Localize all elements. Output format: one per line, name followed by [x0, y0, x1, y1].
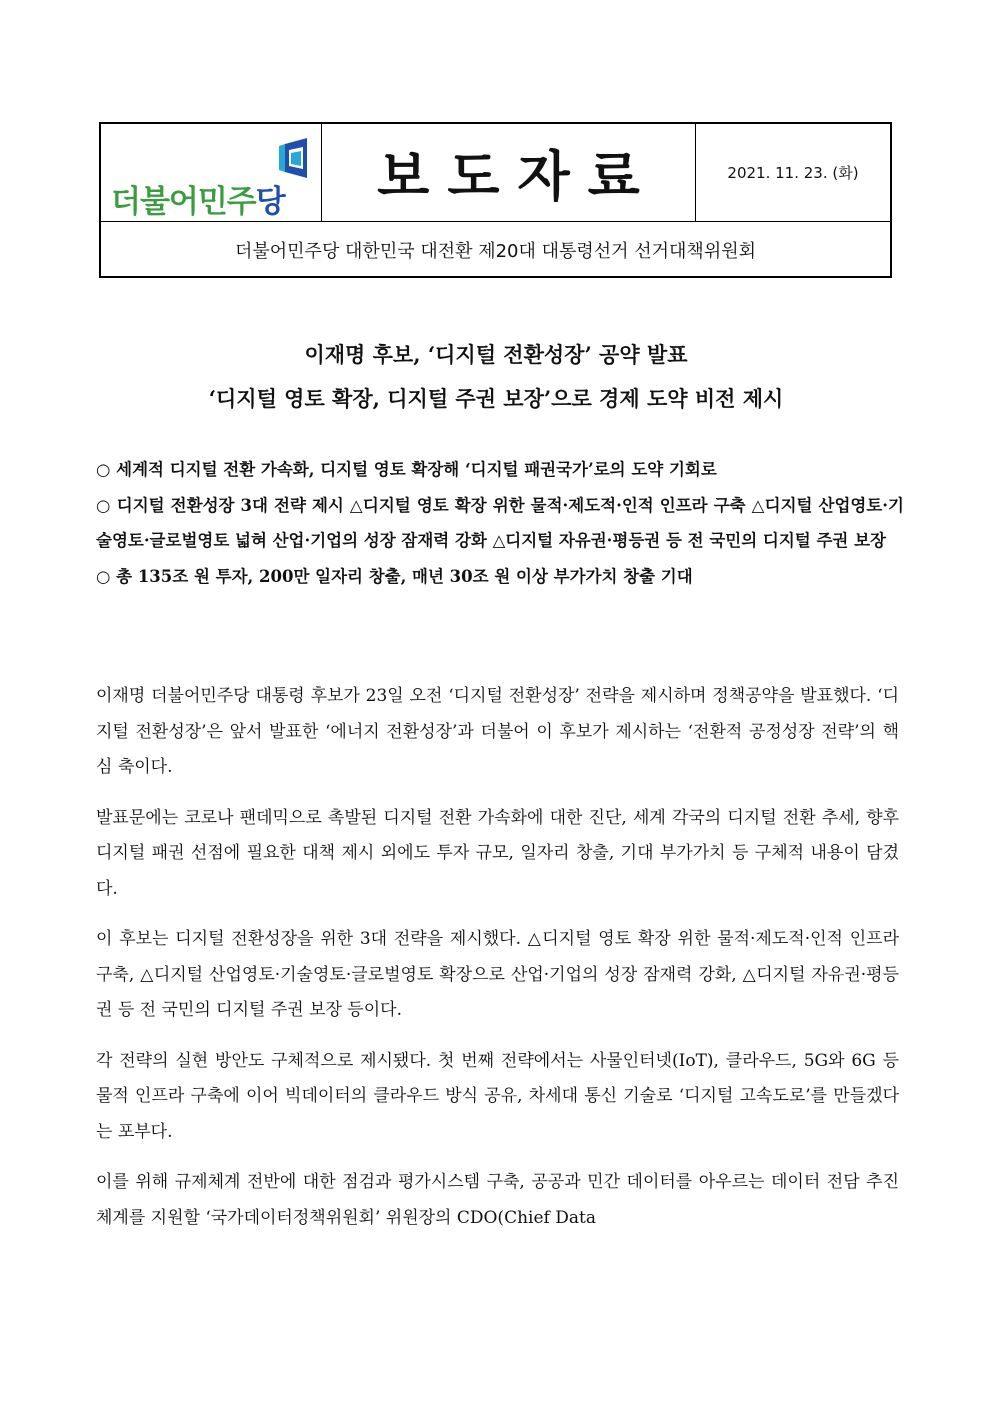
headline-2: ‘디지털 영토 확장, 디지털 주권 보장’으로 경제 도약 비전 제시	[208, 386, 784, 411]
press-release-title: 보도자료	[377, 145, 658, 208]
party-logo	[101, 124, 322, 221]
summary-bullet: ○ 세계적 디지털 전환 가속화, 디지털 영토 확장해 ‘디지털 패권국가’로의 도약 기회로	[96, 460, 717, 479]
party-logo-wordmark: 더불어민주당	[111, 184, 285, 220]
article-body	[96, 679, 899, 1251]
header-top-row	[101, 124, 890, 222]
summary-bullets	[96, 452, 904, 594]
party-logo-icon	[277, 138, 311, 178]
body-paragraph: 각 전략의 실현 방안도 구체적으로 제시됐다. 첫 번째 전략에서는 사물인터넷(IoT), 클라우드, 5G와 6G 등 물적 인프라 구축에 이어 빅데이터의 클라우드 방식 공유, 차세대 통신 기술로 ‘디지털 고속도로’를 만들겠다는 포부다.	[96, 1050, 899, 1142]
body-paragraph: 이 후보는 디지털 전환성장을 위한 3대 전략을 제시했다. △디지털 영토 확장 위한 물적·제도적·인적 인프라 구축, △디지털 산업영토·기술영토·글로벌영토 확장으로 산업·기업의 성장 잠재력 강화, △디지털 자유권·평등권 등 전 국민의 디지털 주권 보장 등이다.	[96, 929, 899, 1020]
release-date: 2021. 11. 23. (화)	[727, 164, 859, 182]
summary-bullet: ○ 디지털 전환성장 3대 전략 제시 △디지털 영토 확장 위한 물적·제도적·인적 인프라 구축 △디지털 산업영토·기술영토·글로벌영토 넓혀 산업·기업의 성장 잠재력 강화 △디지털 자유권·평등권 등 전 국민의 디지털 주권 보장	[96, 495, 904, 550]
body-paragraph: 발표문에는 코로나 팬데믹으로 촉발된 디지털 전환 가속화에 대한 진단, 세계 각국의 디지털 전환 추세, 향후 디지털 패권 선점에 필요한 대책 제시 외에도 투자 규모, 일자리 창출, 기대 부가가치 등 구체적 내용이 담겼다.	[96, 807, 899, 899]
summary-bullet: ○ 총 135조 원 투자, 200만 일자리 창출, 매년 30조 원 이상 부가가치 창출 기대	[96, 566, 693, 586]
committee-name: 더불어민주당 대한민국 대전환 제20대 대통령선거 선거대책위원회	[235, 241, 756, 262]
press-header-table	[99, 122, 892, 278]
headline-1: 이재명 후보, ‘디지털 전환성장’ 공약 발표	[304, 342, 688, 367]
header-bottom-row	[101, 222, 890, 278]
body-paragraph: 이재명 더불어민주당 대통령 후보가 23일 오전 ‘디지털 전환성장’ 전략을 제시하며 정책공약을 발표했다. ‘디지털 전환성장’은 앞서 발표한 ‘에너지 전환성장’과 더불어 이 후보가 제시하는 ‘전환적 공정성장 전략’의 핵심 축이다.	[96, 686, 899, 777]
body-paragraph: 이를 위해 규제체계 전반에 대한 점검과 평가시스템 구축, 공공과 민간 데이터를 아우르는 데이터 전담 추진체계를 지원할 ‘국가데이터정책위원회’ 위원장의 CDO(Chief Data	[96, 1172, 899, 1228]
press-release-title-cell	[322, 124, 696, 221]
date-cell	[696, 124, 890, 221]
